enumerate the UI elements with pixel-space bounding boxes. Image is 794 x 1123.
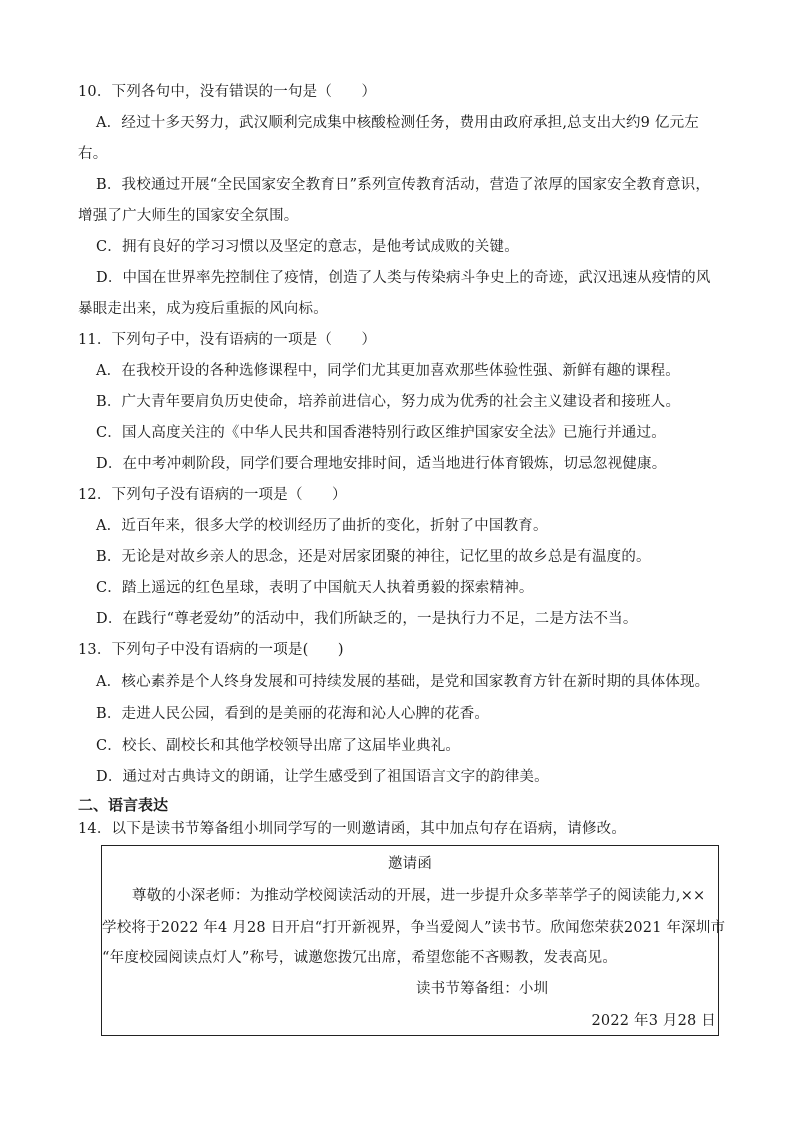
question-14-stem: 14．以下是读书节筹备组小圳同学写的一则邀请函，其中加点句存在语病，请修改。 — [78, 821, 627, 837]
question-12-stem: 12．下列句子没有语病的一项是（ ） — [78, 487, 347, 503]
question-12-option-c: C．踏上遥远的红色星球，表明了中国航天人执着勇毅的探索精神。 — [96, 580, 534, 596]
question-11-option-a: A．在我校开设的各种选修课程中，同学们尤其更加喜欢那些体验性强、新鲜有趣的课程。 — [96, 363, 680, 379]
question-13-option-d: D．通过对古典诗文的朗诵，让学生感受到了祖国语言文字的韵律美。 — [96, 769, 549, 785]
question-10-option-b-cont: 增强了广大师生的国家安全氛围。 — [78, 208, 299, 224]
question-11-option-b: B．广大青年要肩负历史使命，培养前进信心，努力成为优秀的社会主义建设者和接班人。 — [96, 394, 681, 410]
question-11-option-d: D．在中考冲刺阶段，同学们要合理地安排时间，适当地进行体育锻炼，切忌忽视健康。 — [96, 456, 667, 472]
letter-line-1: 尊敬的小深老师：为推动学校阅读活动的开展，进一步提升众多莘莘学子的阅读能力,×× — [132, 888, 706, 904]
letter-date: 2022 年3 月28 日 — [591, 1013, 716, 1029]
question-11-option-c: C．国人高度关注的《中华人民共和国香港特别行政区维护国家安全法》已施行并通过。 — [96, 425, 666, 441]
question-10-option-c: C．拥有良好的学习习惯以及坚定的意志，是他考试成败的关键。 — [96, 239, 519, 255]
question-11-stem: 11．下列句子中，没有语病的一项是（ ） — [78, 332, 377, 348]
question-13-stem: 13．下列句子中没有语病的一项是( ) — [78, 642, 344, 658]
question-10-option-a: A．经过十多天努力，武汉顺利完成集中核酸检测任务，费用由政府承担,总支出大约9 亿元左 — [96, 115, 700, 131]
question-12-option-a: A．近百年来，很多大学的校训经历了曲折的变化，折射了中国教育。 — [96, 518, 548, 534]
question-10-stem: 10．下列各句中，没有错误的一句是（ ） — [78, 84, 377, 100]
question-10-option-a-cont: 右。 — [78, 146, 108, 162]
invitation-letter-box — [101, 845, 726, 1036]
question-12-option-d: D．在践行“尊老爱幼”的活动中，我们所缺乏的，一是执行力不足，二是方法不当。 — [96, 611, 638, 627]
letter-line-2: 学校将于2022 年4 月28 日开启“打开新视界，争当爱阅人”读书节。欣闻您荣获2021 年深圳市 — [102, 920, 726, 936]
question-12-option-b: B．无论是对故乡亲人的思念，还是对居家团聚的神往，记忆里的故乡总是有温度的。 — [96, 549, 651, 565]
letter-signature: 读书节筹备组：小圳 — [416, 981, 549, 997]
question-10-option-b: B．我校通过开展“全民国家安全教育日”系列宣传教育活动，营造了浓厚的国家安全教育意识， — [96, 177, 711, 193]
question-10-option-d: D．中国在世界率先控制住了疫情，创造了人类与传染病斗争史上的奇迹，武汉迅速从疫情的风 — [96, 270, 711, 286]
section-heading: 二、语言表达 — [78, 796, 169, 814]
question-10-option-d-cont: 暴眼走出来，成为疫后重振的风向标。 — [78, 301, 328, 317]
question-13-option-b: B．走进人民公园，看到的是美丽的花海和沁人心脾的花香。 — [96, 706, 490, 722]
question-13-option-a: A．核心素养是个人终身发展和可持续发展的基础，是党和国家教育方针在新时期的具体体现。 — [96, 674, 710, 690]
letter-title: 邀请函 — [387, 856, 433, 872]
letter-line-3: “年度校园阅读点灯人”称号，诚邀您拨冗出席，希望您能不吝赐教，发表高见。 — [102, 950, 618, 966]
question-13-option-c: C．校长、副校长和其他学校领导出席了这届毕业典礼。 — [96, 738, 461, 754]
